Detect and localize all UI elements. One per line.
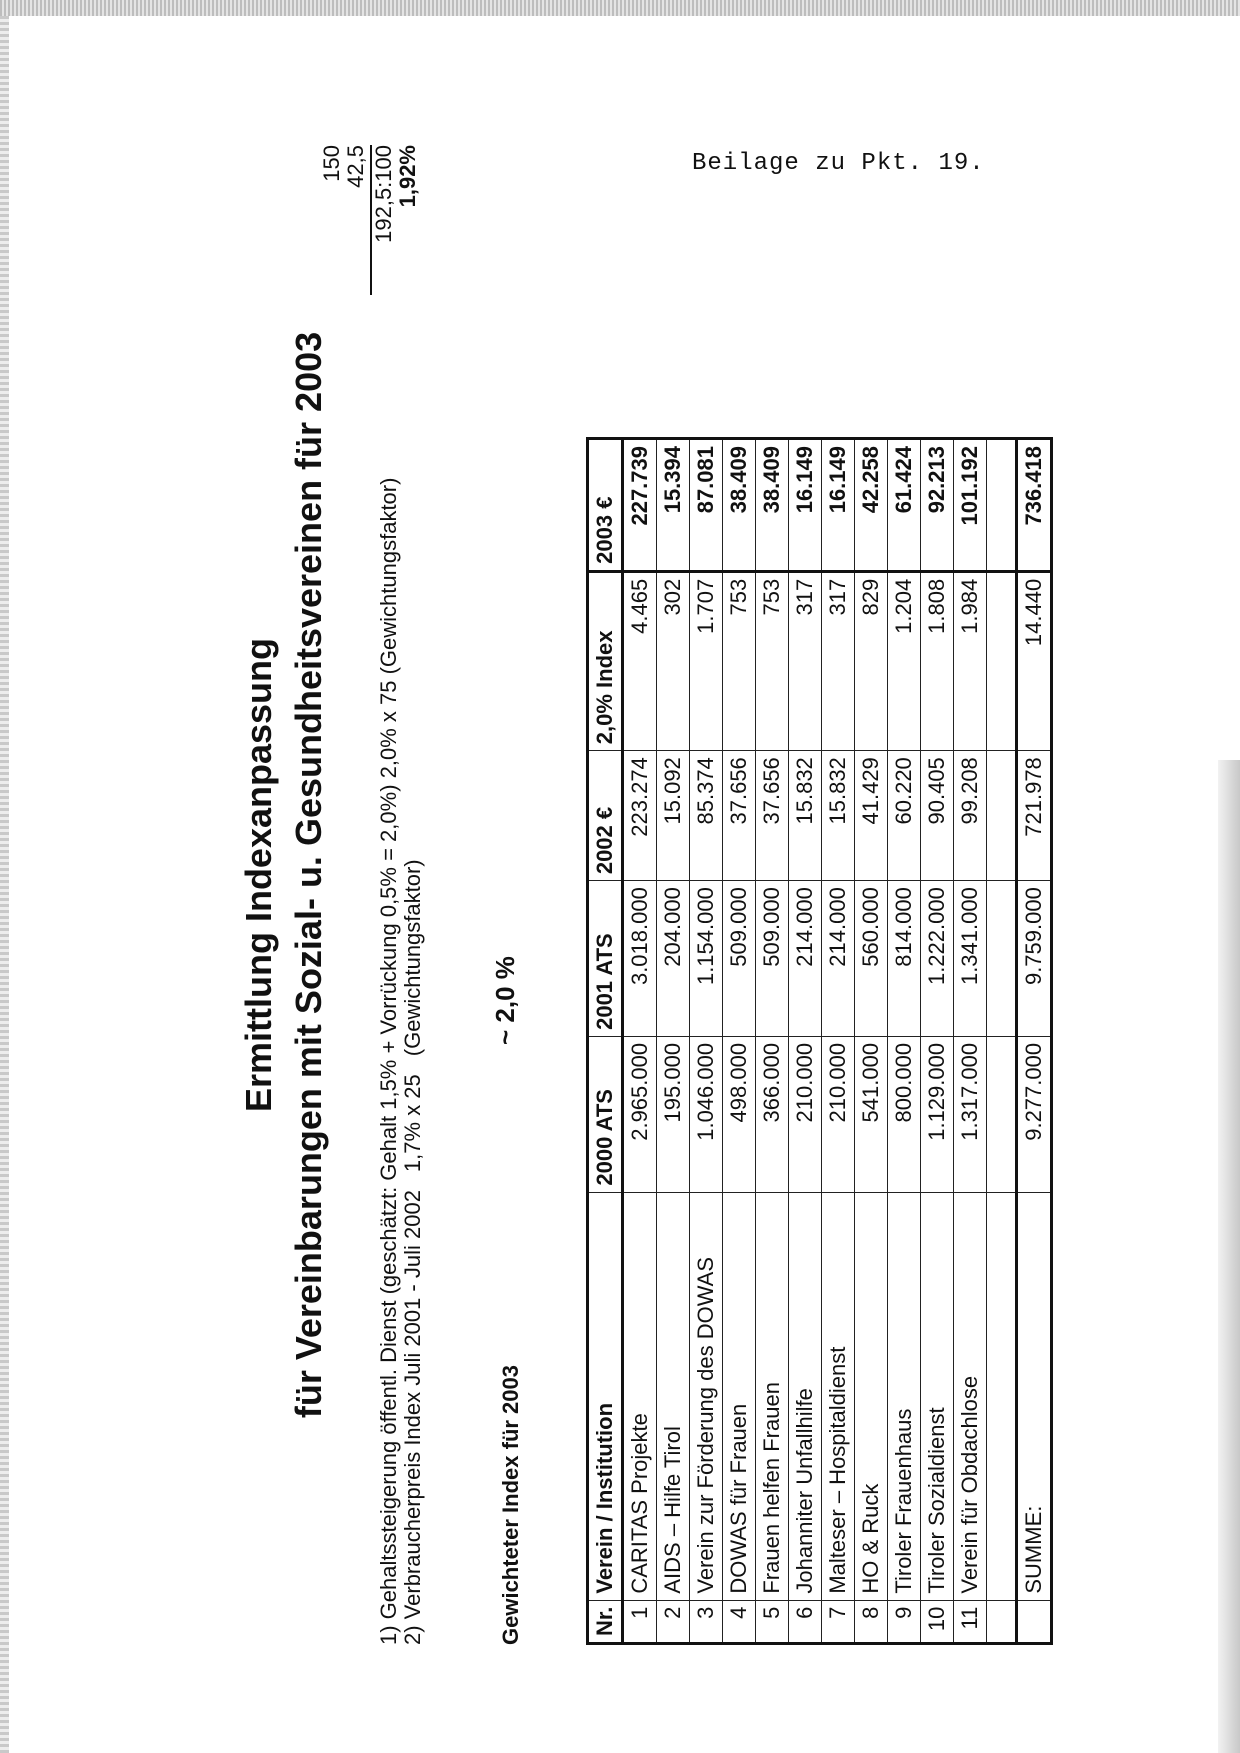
- cell-2003-eur: 15.394: [657, 439, 690, 572]
- col-verein: Verein / Institution: [588, 1192, 623, 1600]
- cell-2001-ats: 1.154.000: [690, 881, 723, 1037]
- col-index: 2,0% Index: [588, 571, 623, 750]
- cell-nr: 7: [822, 1600, 855, 1643]
- cell-2003-eur: 42.258: [855, 439, 888, 572]
- col-2000-ats: 2000 ATS: [588, 1036, 623, 1192]
- cell-name: DOWAS für Frauen: [723, 1192, 756, 1600]
- cell-2001-ats: 1.222.000: [921, 881, 954, 1037]
- cell-nr: 2: [657, 1600, 690, 1643]
- cell-2001-ats: 509.000: [756, 881, 789, 1037]
- cell-name: Verein für Obdachlose: [954, 1192, 987, 1600]
- empty-cell: [987, 1036, 1017, 1192]
- cell-2001-ats: 1.341.000: [954, 881, 987, 1037]
- table-row: [623, 439, 657, 1644]
- cell-name: Verein zur Förderung des DOWAS: [690, 1192, 723, 1600]
- table-row: [789, 439, 822, 1644]
- cell-2001-ats: 214.000: [822, 881, 855, 1037]
- cell-2001-ats: 560.000: [855, 881, 888, 1037]
- cell-2002-eur: 99.208: [954, 751, 987, 881]
- cell-2002-eur: 37.656: [723, 751, 756, 881]
- footnote-2-label: 2) Verbraucherpreis Index Juli 2001 - Juli 2002: [400, 1190, 425, 1645]
- attachment-label: Beilage zu Pkt. 19.: [692, 150, 985, 177]
- cell-nr: 5: [756, 1600, 789, 1643]
- table-row: [657, 439, 690, 1644]
- sum-2002-eur: 721.978: [1017, 751, 1052, 881]
- cell-2001-ats: 509.000: [723, 881, 756, 1037]
- cell-2000-ats: 210.000: [789, 1036, 822, 1192]
- table-row: [855, 439, 888, 1644]
- cell-2000-ats: 541.000: [855, 1036, 888, 1192]
- weighted-index-value: ~ 2,0 %: [490, 956, 520, 1045]
- cell-2000-ats: 1.317.000: [954, 1036, 987, 1192]
- cell-2000-ats: 498.000: [723, 1036, 756, 1192]
- cell-2002-eur: 223.274: [623, 751, 657, 881]
- table-row: [954, 439, 987, 1644]
- cell-2003-eur: 101.192: [954, 439, 987, 572]
- sum-2000-ats: 9.277.000: [1017, 1036, 1052, 1192]
- cell-index: 829: [855, 571, 888, 750]
- table-sum-row: [1017, 439, 1052, 1644]
- cell-nr: 8: [855, 1600, 888, 1643]
- col-nr: Nr.: [588, 1600, 623, 1643]
- scan-edge-left: [0, 16, 9, 1753]
- cell-name: Frauen helfen Frauen: [756, 1192, 789, 1600]
- cell-2000-ats: 366.000: [756, 1036, 789, 1192]
- footnote-2: [400, 859, 426, 1645]
- empty-cell: [987, 1600, 1017, 1643]
- cell-2000-ats: 2.965.000: [623, 1036, 657, 1192]
- table-spacer-row: [987, 439, 1017, 1644]
- table-row: [921, 439, 954, 1644]
- cell-2002-eur: 15.092: [657, 751, 690, 881]
- calc-value-a: 150: [319, 145, 344, 182]
- empty-cell: [987, 881, 1017, 1037]
- cell-2003-eur: 61.424: [888, 439, 921, 572]
- cell-2002-eur: 15.832: [822, 751, 855, 881]
- cell-2003-eur: 92.213: [921, 439, 954, 572]
- cell-2001-ats: 3.018.000: [623, 881, 657, 1037]
- table-body: [623, 439, 1052, 1644]
- cell-2001-ats: 814.000: [888, 881, 921, 1037]
- col-2003-eur: 2003 €: [588, 439, 623, 572]
- col-2001-ats: 2001 ATS: [588, 881, 623, 1037]
- cell-2001-ats: 214.000: [789, 881, 822, 1037]
- sum-2003-eur: 736.418: [1017, 439, 1052, 572]
- sum-label: SUMME:: [1017, 1192, 1052, 1600]
- cell-index: 1.204: [888, 571, 921, 750]
- empty-cell: [987, 1192, 1017, 1600]
- weighted-index-label: Gewichteter Index für 2003: [498, 1365, 523, 1645]
- empty-cell: [987, 751, 1017, 881]
- cell-nr: [1017, 1600, 1052, 1643]
- cell-index: 317: [789, 571, 822, 750]
- cell-2002-eur: 37.656: [756, 751, 789, 881]
- table-row: [822, 439, 855, 1644]
- cell-name: AIDS – Hilfe Tirol: [657, 1192, 690, 1600]
- cell-index: 1.707: [690, 571, 723, 750]
- cell-2000-ats: 1.046.000: [690, 1036, 723, 1192]
- cell-2003-eur: 87.081: [690, 439, 723, 572]
- cell-2003-eur: 227.739: [623, 439, 657, 572]
- cell-nr: 10: [921, 1600, 954, 1643]
- cell-2003-eur: 38.409: [723, 439, 756, 572]
- cell-index: 1.808: [921, 571, 954, 750]
- cell-name: HO & Ruck: [855, 1192, 888, 1600]
- cell-name: Tiroler Sozialdienst: [921, 1192, 954, 1600]
- scan-edge-top: [0, 0, 1240, 16]
- empty-cell: [987, 439, 1017, 572]
- footnote-2-factor: 1,7% x 25: [400, 1074, 425, 1173]
- table-row: [723, 439, 756, 1644]
- cell-nr: 6: [789, 1600, 822, 1643]
- cell-2000-ats: 800.000: [888, 1036, 921, 1192]
- cell-2002-eur: 85.374: [690, 751, 723, 881]
- table-header-row: [588, 439, 623, 1644]
- rotated-sheet: [220, 95, 1046, 1655]
- page-subtitle: für Vereinbarungen mit Sozial- u. Gesundheitsvereinen für 2003: [288, 331, 329, 1419]
- cell-2000-ats: 210.000: [822, 1036, 855, 1192]
- cell-2001-ats: 204.000: [657, 881, 690, 1037]
- calc-sum: 192,5:100: [370, 145, 396, 295]
- cell-2002-eur: 15.832: [789, 751, 822, 881]
- cell-2002-eur: 41.429: [855, 751, 888, 881]
- footnote-2-weight: (Gewichtungsfaktor): [400, 859, 425, 1057]
- cell-2000-ats: 195.000: [657, 1036, 690, 1192]
- cell-2003-eur: 38.409: [756, 439, 789, 572]
- cell-index: 4.465: [623, 571, 657, 750]
- cell-nr: 1: [623, 1600, 657, 1643]
- cell-index: 1.984: [954, 571, 987, 750]
- cell-name: Malteser – Hospitaldienst: [822, 1192, 855, 1600]
- cell-index: 302: [657, 571, 690, 750]
- table-row: [690, 439, 723, 1644]
- cell-index: 753: [723, 571, 756, 750]
- cell-index: 317: [822, 571, 855, 750]
- cell-nr: 9: [888, 1600, 921, 1643]
- cell-nr: 11: [954, 1600, 987, 1643]
- table-row: [756, 439, 789, 1644]
- cell-2002-eur: 90.405: [921, 751, 954, 881]
- cell-index: 753: [756, 571, 789, 750]
- page-title: Ermittlung Indexanpassung: [238, 637, 279, 1113]
- sum-2001-ats: 9.759.000: [1017, 881, 1052, 1037]
- cell-nr: 3: [690, 1600, 723, 1643]
- cell-2002-eur: 60.220: [888, 751, 921, 881]
- funding-table: [586, 437, 1053, 1645]
- calc-result: 1,92%: [395, 145, 420, 208]
- cell-nr: 4: [723, 1600, 756, 1643]
- cell-name: Johanniter Unfallhilfe: [789, 1192, 822, 1600]
- table-row: [888, 439, 921, 1644]
- cell-2003-eur: 16.149: [789, 439, 822, 572]
- calc-value-b: 42,5: [343, 145, 368, 188]
- cell-name: Tiroler Frauenhaus: [888, 1192, 921, 1600]
- cell-name: CARITAS Projekte: [623, 1192, 657, 1600]
- footnote-1: 1) Gehaltssteigerung öffentl. Dienst (geschätzt: Gehalt 1,5% + Vorrückung 0,5% = 2,0%) 2,0% x 75 (Gewichtungsfaktor): [376, 477, 401, 1645]
- col-2002-eur: 2002 €: [588, 751, 623, 881]
- empty-cell: [987, 571, 1017, 750]
- cell-2003-eur: 16.149: [822, 439, 855, 572]
- sum-index: 14.440: [1017, 571, 1052, 750]
- scan-edge-right: [1218, 760, 1240, 1753]
- cell-2000-ats: 1.129.000: [921, 1036, 954, 1192]
- calculation-block: [320, 145, 420, 295]
